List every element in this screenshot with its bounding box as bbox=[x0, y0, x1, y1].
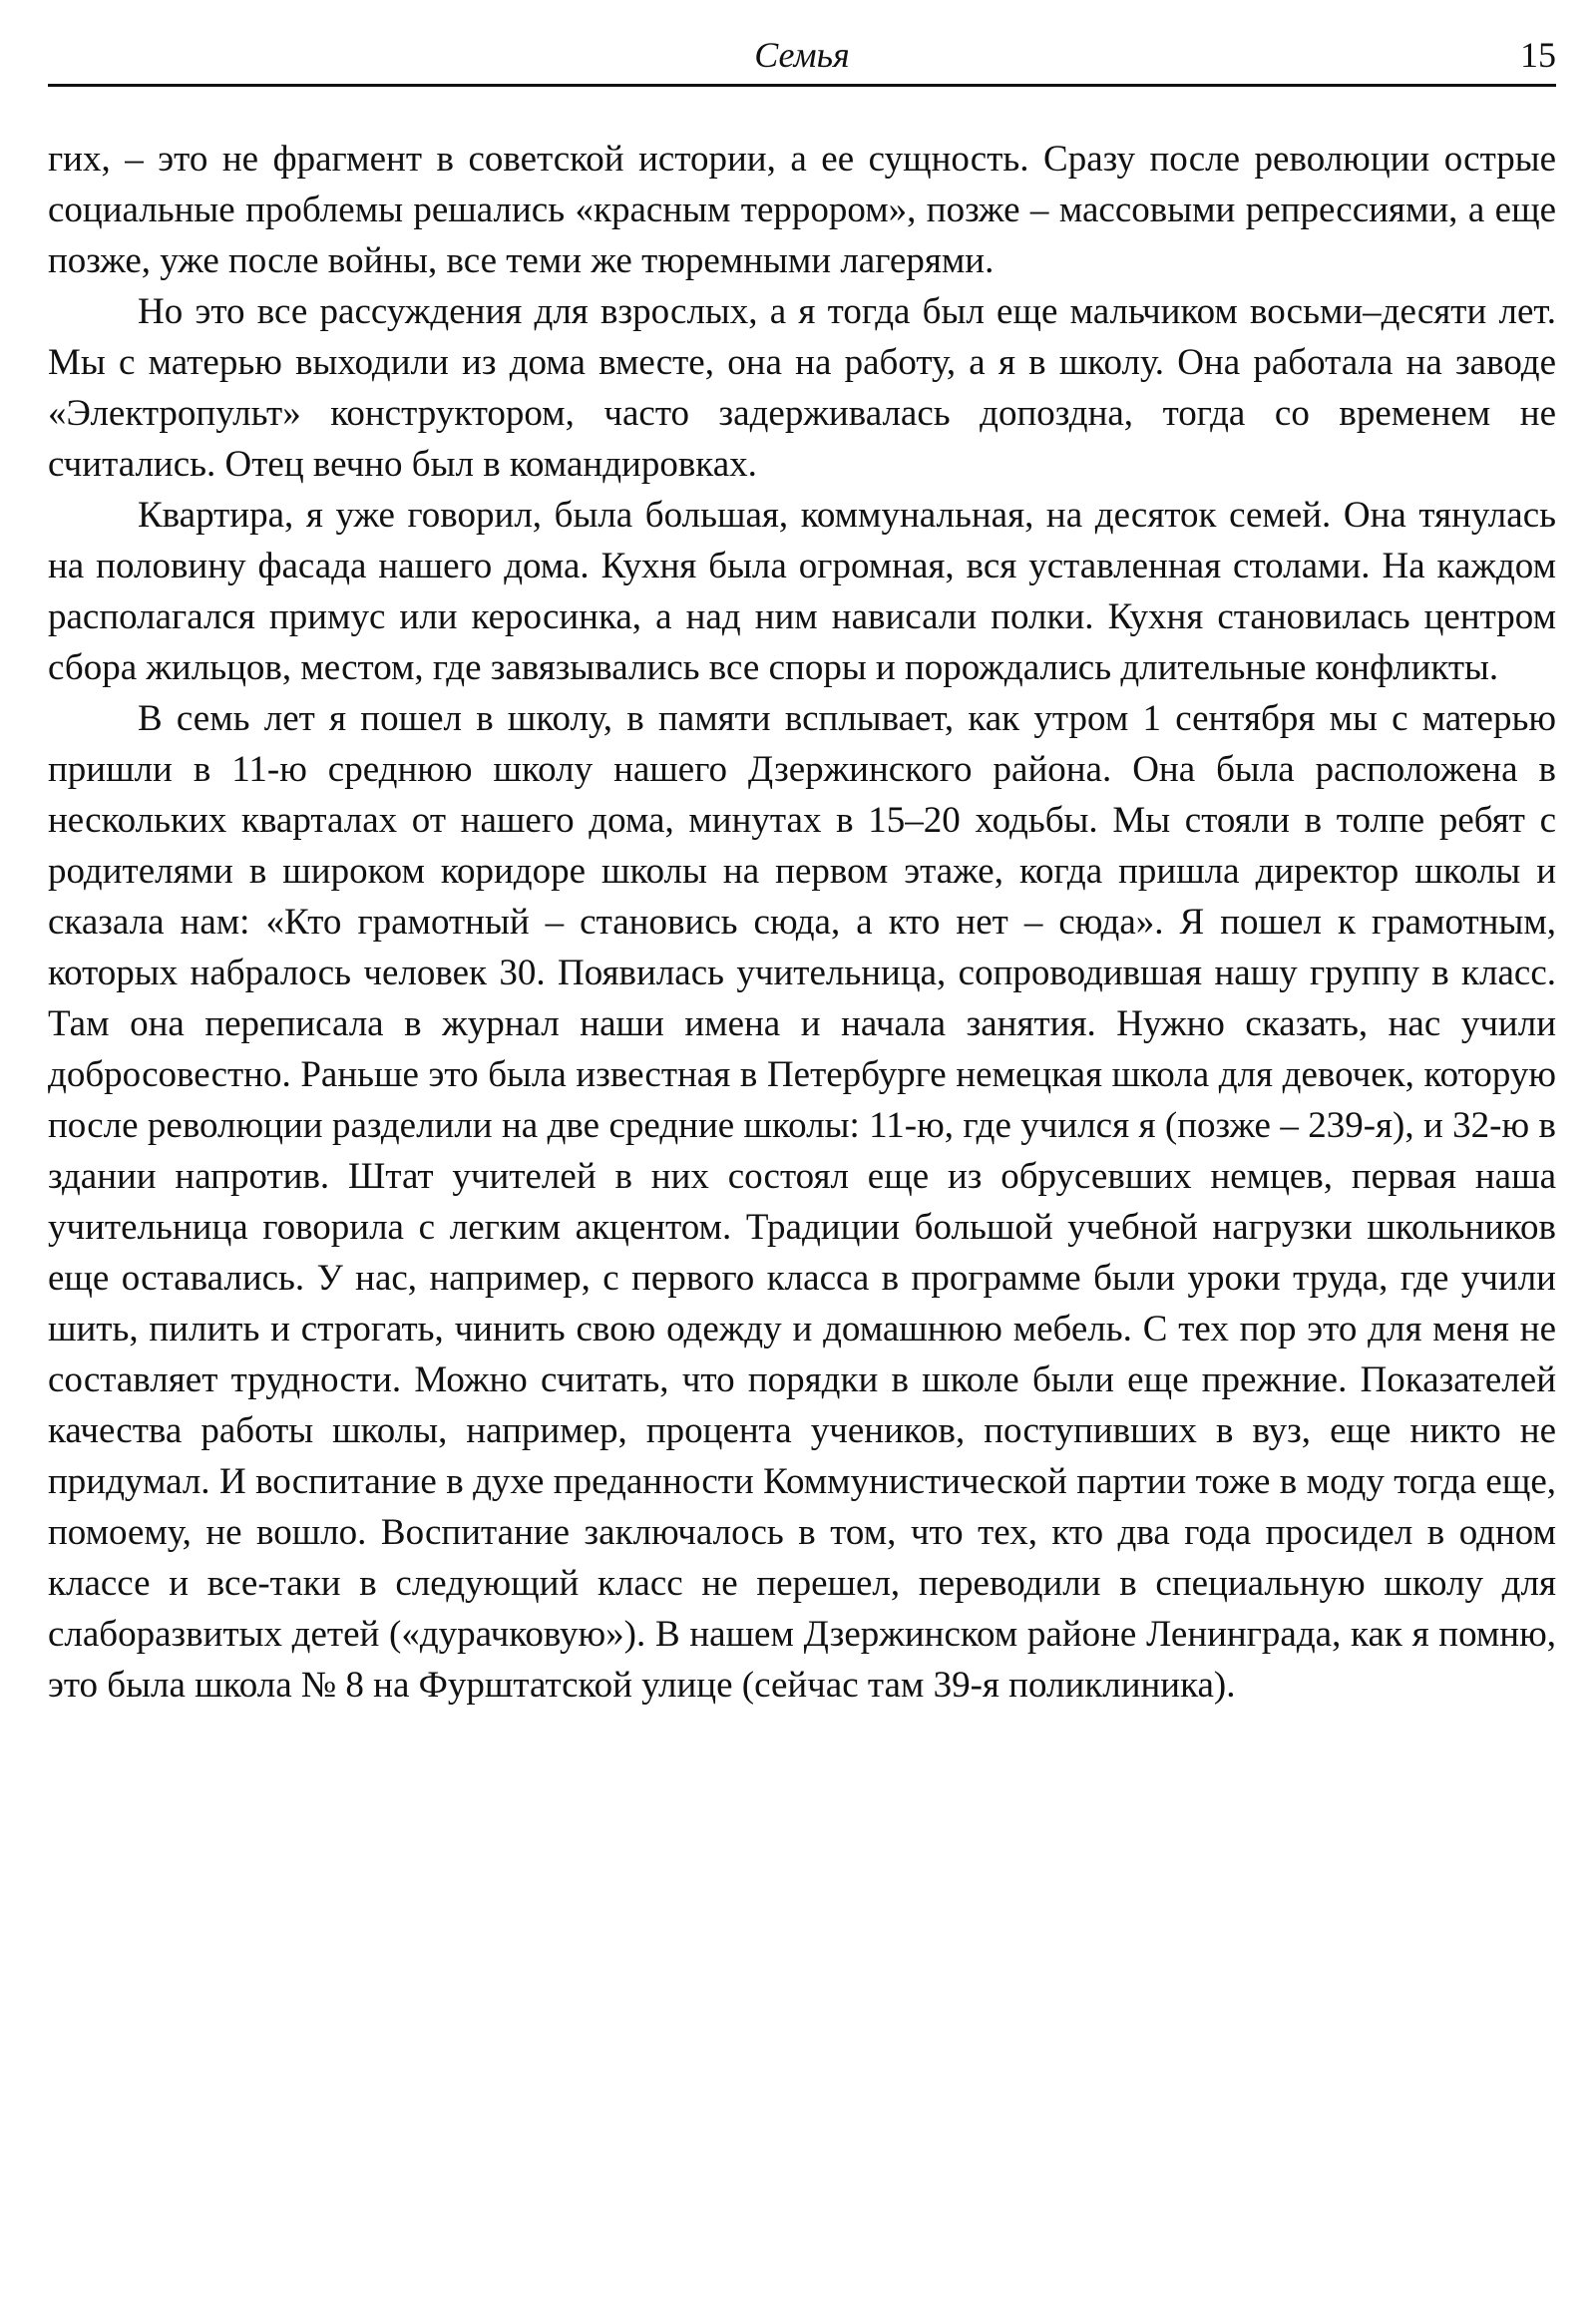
paragraph: Квартира, я уже говорил, была большая, коммунальная, на десяток семей. Она тянулась на половину фасада нашего дома. Кухня была огромная, вся уставленная столами. На каждом располагался примус или керосинка, а над ним нависали полки. Кухня становилась центром сбора жильцов, местом, где завязывались все споры и порождались длительные конфликты. bbox=[48, 495, 1556, 688]
running-header bbox=[48, 30, 1556, 87]
body-text bbox=[48, 134, 1556, 1711]
page-number: 15 bbox=[1520, 35, 1556, 75]
paragraph-continuation: гих, – это не фрагмент в советской истории, а ее сущность. Сразу после революции острые социальные проблемы решались «красным террором», позже – массовыми репрессиями, а еще позже, уже после войны, все теми же тюремными лагерями. bbox=[48, 139, 1556, 281]
paragraph: В семь лет я пошел в школу, в памяти всплывает, как утром 1 сентября мы с матерью пришли в 11-ю среднюю школу нашего Дзержинского района. Она была расположена в нескольких кварталах от нашего дома, минутах в 15–20 ходьбы. Мы стояли в толпе ребят с родителями в широком коридоре школы на первом этаже, когда пришла директор школы и сказала нам: «Кто грамотный – становись сюда, а кто нет – сюда». Я пошел к грамотным, которых набралось человек 30. Появилась учительница, сопроводившая нашу группу в класс. Там она переписала в журнал наши имена и начала занятия. Нужно сказать, нас учили добросовестно. Раньше это была известная в Петербурге немецкая школа для девочек, которую после революции разделили на две средние школы: 11-ю, где учился я (позже – 239-я), и 32-ю в здании напротив. Штат учителей в них состоял еще из обрусевших немцев, первая наша учительница говорила с легким акцентом. Традиции большой учебной нагрузки школьников еще оставались. У нас, например, с первого класса в программе были уроки труда, где учили шить, пилить и строгать, чинить свою одежду и домашнюю мебель. С тех пор это для меня не составляет трудности. Можно считать, что порядки в школе были еще прежние. Показателей качества работы школы, например, процента учеников, поступивших в вуз, еще никто не придумал. И воспитание в духе преданности Коммунистической партии тоже в моду тогда еще, помоему, не вошло. Воспитание заключалось в том, что тех, кто два года просидел в одном классе и все-таки в следующий класс не перешел, переводили в специальную школу для слаборазвитых детей («дурачковую»). В нашем Дзержинском районе Ленинграда, как я помню, это была школа № 8 на Фурштатской улице (сейчас там 39-я поликлиника). bbox=[48, 698, 1556, 1706]
running-title: Семья bbox=[754, 35, 850, 75]
paragraph: Но это все рассуждения для взрослых, а я тогда был еще мальчиком восьми–десяти лет. Мы с матерью выходили из дома вместе, она на работу, а я в школу. Она работала на заводе «Электропульт» конструктором, часто задерживалась допоздна, тогда со временем не считались. Отец вечно был в командировках. bbox=[48, 291, 1556, 485]
book-page bbox=[48, 0, 1556, 2311]
